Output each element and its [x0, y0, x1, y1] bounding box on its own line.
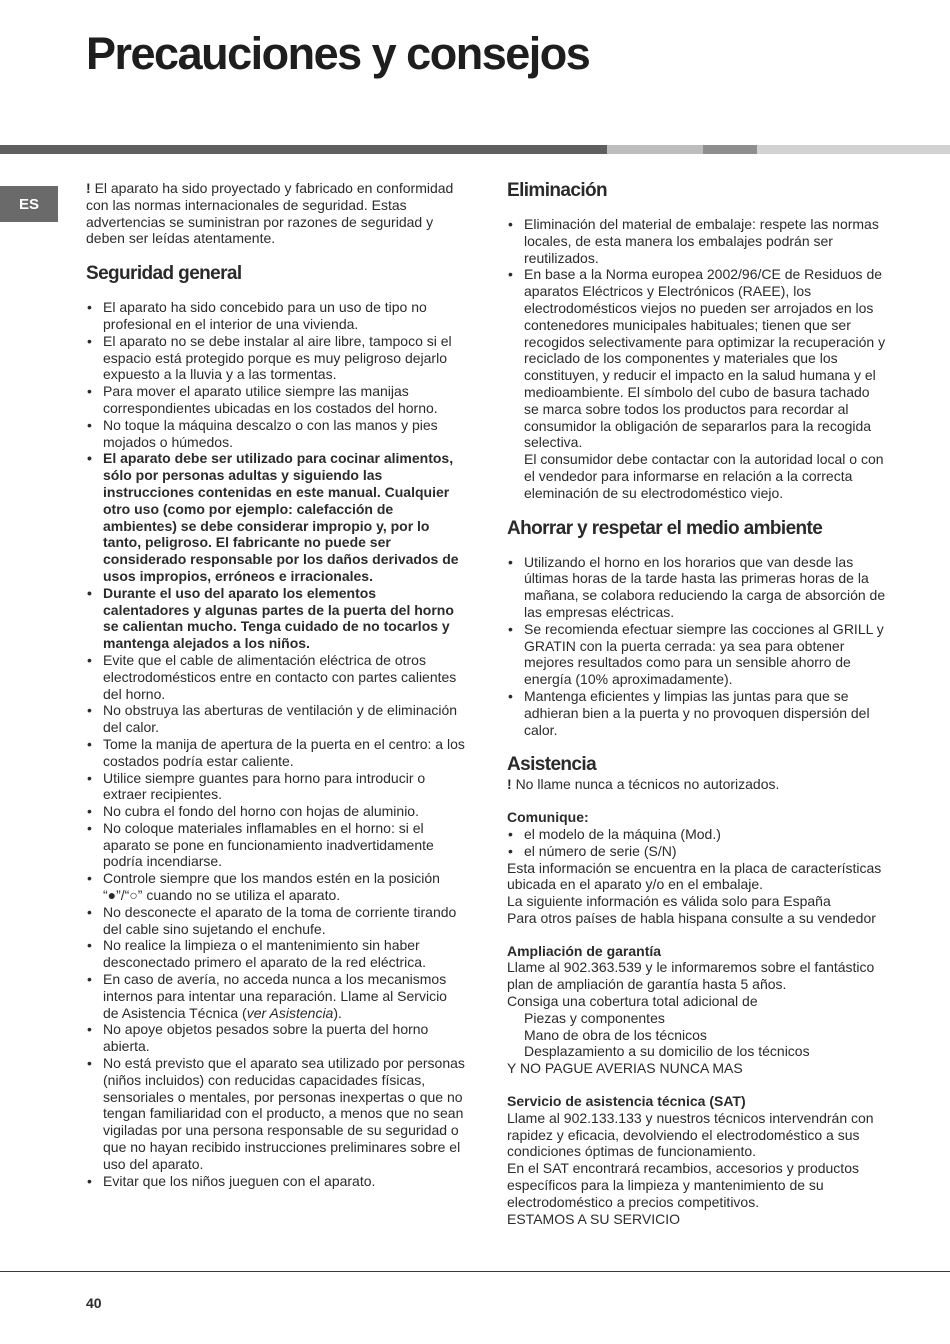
list-item: • Evite que el cable de alimentación eléctrica de otros electrodomésticos entre en contacto con partes calientes del horno. — [86, 652, 466, 702]
list-item: • Evitar que los niños jueguen con el aparato. — [86, 1173, 466, 1190]
asistencia-warning — [507, 776, 887, 793]
header-bar-segment — [607, 145, 703, 154]
eliminacion-extra-text: El consumidor debe contactar con la autoridad local o con el vendedor para informarse en relación a la correcta eleminación de su electrodoméstico viejo. — [524, 451, 884, 501]
header-divider-bar — [0, 145, 950, 154]
header-bar-segment — [757, 145, 950, 154]
asistencia-info-line: Esta información se encuentra en la placa de características ubicada en el aparato y/o en el embalaje. — [507, 859, 882, 893]
list-item: • No coloque materiales inflamables en el horno: si el aparato se pone en funcionamiento inadvertidamente podría incendiarse. — [86, 820, 466, 870]
list-item: • No realice la limpieza o el mantenimiento sin haber desconectado primero el aparato de la red eléctrica. — [86, 937, 466, 971]
garantia-closing: Y NO PAGUE AVERIAS NUNCA MAS — [507, 1060, 743, 1077]
list-item: • No cubra el fondo del horno con hojas de aluminio. — [86, 803, 466, 820]
section-heading-asistencia: Asistencia — [507, 754, 597, 776]
list-item: • No obstruya las aberturas de ventilación y de eliminación del calor. — [86, 702, 466, 736]
section-heading-eliminacion: Eliminación — [507, 180, 608, 201]
sat-heading: Servicio de asistencia técnica (SAT) — [507, 1093, 746, 1110]
intro-paragraph — [86, 180, 466, 247]
list-item: • El aparato ha sido concebido para un uso de tipo no profesional en el interior de una vivienda. — [86, 299, 466, 333]
list-item: • Para mover el aparato utilice siempre las manijas correspondientes ubicadas en los costados del horno. — [86, 383, 466, 417]
page-title: Precauciones y consejos — [86, 28, 590, 79]
garantia-item: Desplazamiento a su domicilio de los técnicos — [524, 1043, 810, 1060]
garantia-item: Mano de obra de los técnicos — [524, 1026, 707, 1043]
garantia-item: Piezas y componentes — [524, 1009, 665, 1026]
asistencia-warning-text: No llame nunca a técnicos no autorizados. — [515, 776, 780, 793]
list-item: • El aparato debe ser utilizado para cocinar alimentos, sólo por personas adultas y siguiendo las instrucciones contenidas en este manual. Cualquier otro uso (como por ejemplo: calefacción de ambientes) se debe considerar impropio y, por lo tanto, peligroso. El fabricante no puede ser considerado responsable por los daños derivados de usos impropios, erróneos e irracionales. — [86, 450, 466, 584]
intro-text: El aparato ha sido proyectado y fabricado en conformidad con las normas internacionales de seguridad. Estas advertencias se suministran por razones de seguridad y deben ser leídas atentamente. — [86, 180, 454, 247]
list-item: • En base a la Norma europea 2002/96/CE de Residuos de aparatos Eléctricos y Electrónicos (RAEE), los electrodomésticos viejos no pueden ser arrojados en los contenedores municipales habituales; tienen que ser recogidos selectivamente para optimizar la recuperación y reciclado de los componentes y materiales que los constituyen, y reducir el impacto en la salud humana y el medioambiente. El símbolo del cubo de basura tachado se marca sobre todos los productos para recordar al consumidor la obligación de separarlos para la recogida selectiva. — [507, 266, 887, 451]
list-item: • Se recomienda efectuar siempre las cocciones al GRILL y GRATIN con la puerta cerrada: ya sea para obtener mejores resultados como para un sensible ahorro de energía (10% aproximadamente). — [507, 621, 887, 688]
section-heading-seguridad: Seguridad general — [86, 263, 242, 285]
header-bar-segment — [703, 145, 757, 154]
list-item: • No está previsto que el aparato sea utilizado por personas (niños incluidos) con reducidas capacidades físicas, sensoriales o mentales, por personas inexpertas o que no tengan familiaridad con el producto, a menos que no sean vigiladas por una persona responsable de su seguridad o que no hayan recibido instrucciones preliminares sobre el uso del aparato. — [86, 1055, 466, 1173]
ahorrar-list — [507, 554, 887, 739]
eliminacion-list — [507, 216, 887, 451]
averia-text-end: ). — [333, 1004, 342, 1021]
left-column — [86, 180, 466, 1189]
list-item: • El aparato no se debe instalar al aire libre, tampoco si el espacio está protegido porque es muy peligroso dejarlo expuesto a la lluvia y a las tormentas. — [86, 333, 466, 383]
comunique-heading: Comunique: — [507, 809, 589, 826]
section-heading-ahorrar: Ahorrar y respetar el medio ambiente — [507, 517, 823, 539]
warning-mark: ! — [507, 776, 512, 793]
averia-text: En caso de avería, no acceda nunca a los mecanismos internos para intentar una reparación. Llame al Servicio de Asistencia Técnica ( — [103, 971, 447, 1021]
list-item: • el modelo de la máquina (Mod.) — [507, 826, 887, 843]
garantia-heading: Ampliación de garantía — [507, 942, 662, 959]
comunique-list — [507, 826, 887, 860]
seguridad-list — [86, 299, 466, 1189]
list-item: • No apoye objetos pesados sobre la puerta del horno abierta. — [86, 1021, 466, 1055]
sat-text: En el SAT encontrará recambios, accesorios y productos específicos para la limpieza y mantenimiento de su electrodoméstico a precios competitivos. — [507, 1160, 859, 1210]
warning-mark: ! — [86, 180, 91, 196]
page-number: 40 — [86, 1295, 102, 1311]
garantia-cobertura: Consiga una cobertura total adicional de — [507, 993, 758, 1010]
garantia-text: Llame al 902.363.539 y le informaremos sobre el fantástico plan de ampliación de garantía hasta 5 años. — [507, 959, 875, 993]
list-item: • el número de serie (S/N) — [507, 843, 887, 860]
list-item: • No toque la máquina descalzo o con las manos y pies mojados o húmedos. — [86, 417, 466, 451]
averia-reference: ver Asistencia — [246, 1004, 334, 1021]
asistencia-info-line: Para otros países de habla hispana consulte a su vendedor — [507, 909, 876, 926]
list-item: • Tome la manija de apertura de la puerta en el centro: a los costados podría estar caliente. — [86, 736, 466, 770]
list-item: • No desconecte el aparato de la toma de corriente tirando del cable sino sujetando el enchufe. — [86, 904, 466, 938]
header-bar-segment — [0, 145, 607, 154]
list-item: • Eliminación del material de embalaje: respete las normas locales, de esta manera los embalajes podrán ser reutilizados. — [507, 216, 887, 266]
list-item: • Controle siempre que los mandos estén en la posición “●”/“○” cuando no se utiliza el aparato. — [86, 870, 466, 904]
asistencia-info-line: La siguiente información es válida solo para España — [507, 893, 831, 910]
right-column — [507, 180, 887, 1227]
list-item: • Mantenga eficientes y limpias las juntas para que se adhieran bien a la puerta y no provoquen dispersión del calor. — [507, 688, 887, 738]
sat-closing: ESTAMOS A SU SERVICIO — [507, 1210, 680, 1227]
list-item: • Utilizando el horno en los horarios que van desde las últimas horas de la tarde hasta las primeras horas de la mañana, se colabora reduciendo la carga de absorción de las empresas eléctricas. — [507, 554, 887, 621]
sat-text: Llame al 902.133.133 y nuestros técnicos intervendrán con rapidez y eficacia, devolviendo el electrodoméstico a sus condiciones óptimas de funcionamiento. — [507, 1109, 874, 1160]
list-item: • Durante el uso del aparato los elementos calentadores y algunas partes de la puerta del horno se calientan mucho. Tenga cuidado de no tocarlos y mantenga alejados a los niños. — [86, 585, 466, 652]
list-item: • Utilice siempre guantes para horno para introducir o extraer recipientes. — [86, 770, 466, 804]
list-item-averia — [86, 971, 466, 1021]
footer-divider — [0, 1271, 950, 1272]
language-tab: ES — [0, 186, 58, 222]
